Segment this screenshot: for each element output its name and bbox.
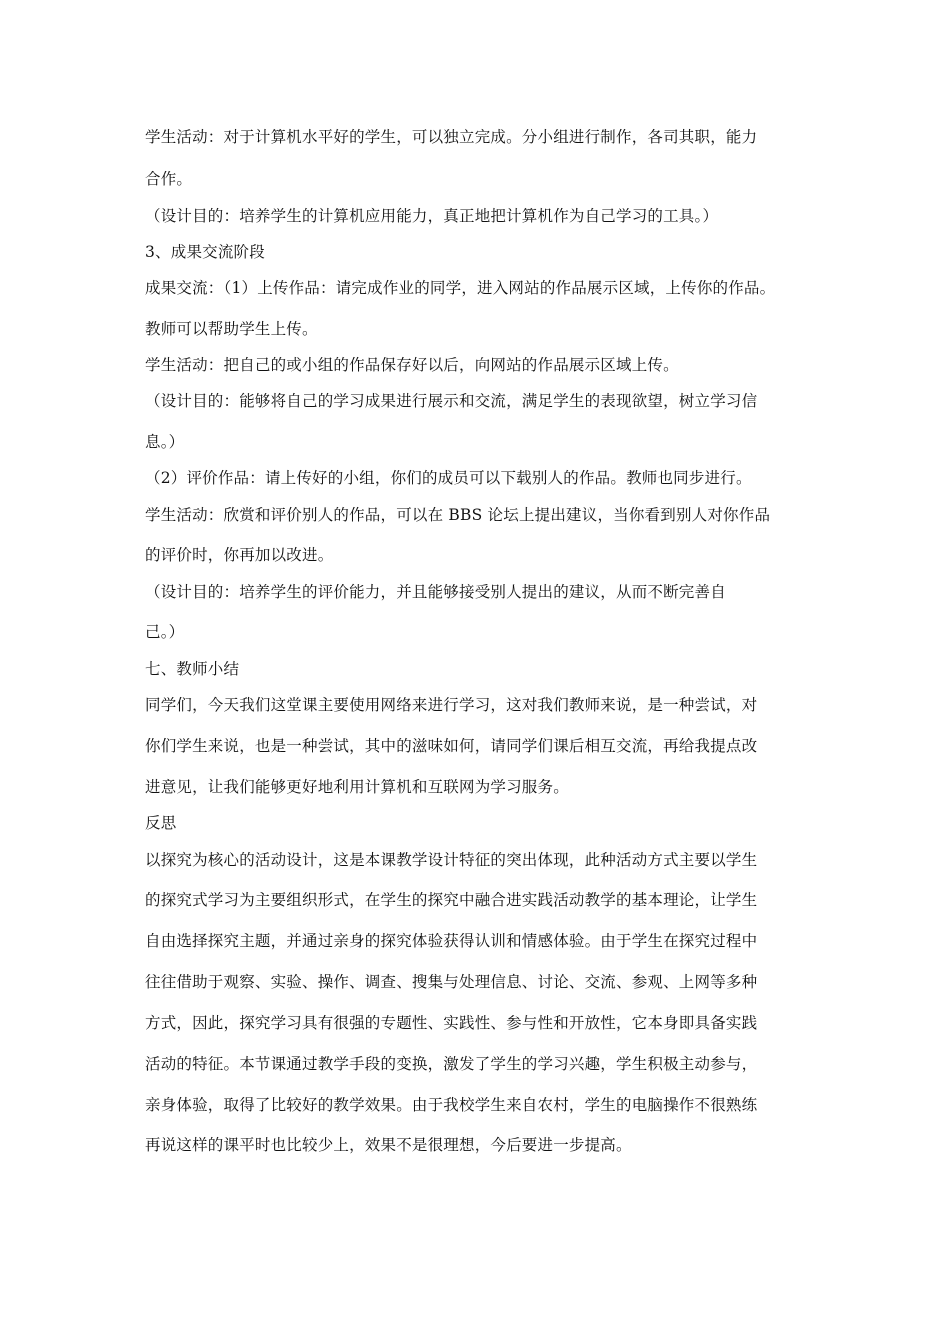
text-line: （设计目的：培养学生的计算机应用能力，真正地把计算机作为自己学习的工具。） xyxy=(145,207,719,225)
text-line: 学生活动：把自己的或小组的作品保存好以后，向网站的作品展示区域上传。 xyxy=(145,356,679,374)
text-line: 进意见，让我们能够更好地利用计算机和互联网为学习服务。 xyxy=(145,778,569,796)
text-line: 活动的特征。本节课通过教学手段的变换，激发了学生的学习兴趣，学生积极主动参与， xyxy=(145,1055,758,1073)
text-line: 同学们，今天我们这堂课主要使用网络来进行学习，这对我们教师来说，是一种尝试，对 xyxy=(145,696,758,714)
text-line: 自由选择探究主题，并通过亲身的探究体验获得认训和情感体验。由于学生在探究过程中 xyxy=(145,932,758,950)
text-line: 的评价时，你再加以改进。 xyxy=(145,546,334,564)
text-line: 你们学生来说，也是一种尝试，其中的滋味如何，请同学们课后相互交流，再给我提点改 xyxy=(145,737,758,755)
text-line: 教师可以帮助学生上传。 xyxy=(145,320,318,338)
text-line: 方式，因此，探究学习具有很强的专题性、实践性、参与性和开放性，它本身即具备实践 xyxy=(145,1014,758,1032)
text-line: 学生活动：欣赏和评价别人的作品，可以在 BBS 论坛上提出建议，当你看到别人对你作品 xyxy=(145,506,771,524)
text-line: 成果交流：（1）上传作品：请完成作业的同学，进入网站的作品展示区域，上传你的作品。 xyxy=(145,279,776,297)
text-line: （2）评价作品：请上传好的小组，你们的成员可以下载别人的作品。教师也同步进行。 xyxy=(145,469,752,487)
text-line: （设计目的：培养学生的评价能力，并且能够接受别人提出的建议，从而不断完善自 xyxy=(145,583,726,601)
text-line: 合作。 xyxy=(145,170,193,188)
text-line: 息。） xyxy=(145,433,185,451)
section-heading: 3、成果交流阶段 xyxy=(145,243,265,261)
text-line: 的探究式学习为主要组织形式，在学生的探究中融合进实践活动教学的基本理论，让学生 xyxy=(145,891,758,909)
text-line: 己。） xyxy=(145,623,185,641)
text-line: 往往借助于观察、实验、操作、调查、搜集与处理信息、讨论、交流、参观、上网等多种 xyxy=(145,973,758,991)
text-line: 再说这样的课平时也比较少上，效果不是很理想，今后要进一步提高。 xyxy=(145,1136,632,1154)
text-line: 学生活动：对于计算机水平好的学生，可以独立完成。分小组进行制作，各司其职，能力 xyxy=(145,128,758,146)
text-line: 亲身体验，取得了比较好的教学效果。由于我校学生来自农村，学生的电脑操作不很熟练 xyxy=(145,1096,758,1114)
text-line: （设计目的：能够将自己的学习成果进行展示和交流，满足学生的表现欲望，树立学习信 xyxy=(145,392,758,410)
section-heading: 反思 xyxy=(145,814,177,832)
text-line: 以探究为核心的活动设计，这是本课教学设计特征的突出体现，此种活动方式主要以学生 xyxy=(145,851,758,869)
section-heading: 七、教师小结 xyxy=(145,660,240,678)
